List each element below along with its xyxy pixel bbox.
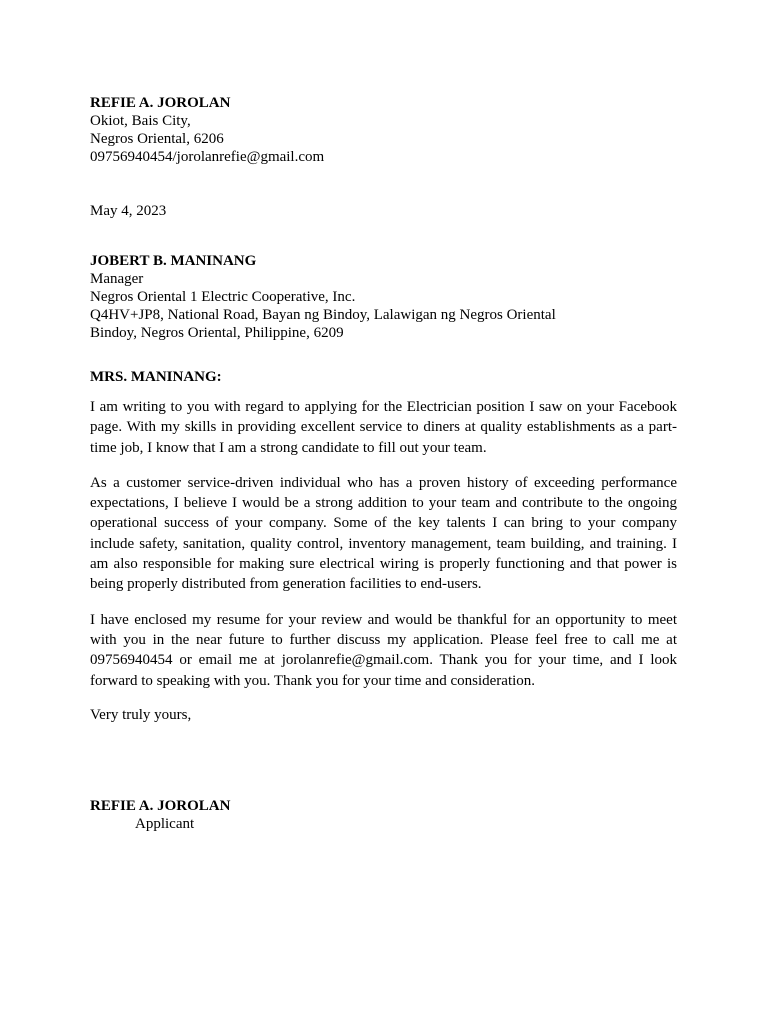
recipient-block	[90, 252, 677, 342]
sender-contact: 09756940454/jorolanrefie@gmail.com	[90, 149, 325, 165]
body-paragraph-3: I have enclosed my resume for your review and would be thankful for an opportunity to meet with you in the near future to further discuss my application. Please feel free to call me at 09756940454 or email me at jorolanrefie@gmail.com. Thank you for your time, and I look forward to speaking with you. Thank you for your time and consideration.	[90, 611, 677, 689]
sender-address-line1: Okiot, Bais City,	[90, 113, 191, 129]
signature-block	[90, 797, 230, 833]
recipient-address-line1: Q4HV+JP8, National Road, Bayan ng Bindoy, Lalawigan ng Negros Oriental	[90, 307, 556, 323]
sender-name: REFIE A. JOROLAN	[90, 95, 231, 111]
letter-page	[90, 94, 677, 832]
recipient-title: Manager	[90, 271, 144, 287]
letter-date	[90, 202, 677, 220]
signature-title: Applicant	[135, 816, 195, 832]
sender-address-line2: Negros Oriental, 6206	[90, 131, 224, 147]
salutation-text: MRS. MANINANG:	[90, 369, 222, 385]
recipient-name: JOBERT B. MANINANG	[90, 253, 257, 269]
body-paragraph-1: I am writing to you with regard to applying for the Electrician position I saw on your Facebook page. With my skills in providing excellent service to diners at quality establishments as a part-time job, I know that I am a strong candidate to fill out your team.	[90, 399, 677, 456]
recipient-organization: Negros Oriental 1 Electric Cooperative, Inc.	[90, 289, 356, 305]
recipient-address-line2: Bindoy, Negros Oriental, Philippine, 6209	[90, 325, 344, 341]
salutation	[90, 368, 677, 386]
signature-name: REFIE A. JOROLAN	[90, 798, 231, 814]
closing	[90, 706, 677, 724]
sender-block	[90, 94, 677, 166]
body-paragraph-2: As a customer service-driven individual who has a proven history of exceeding performance expectations, I believe I would be a strong addition to your team and contribute to the ongoing operational success of your company. Some of the key talents I can bring to your company include safety, sanitation, quality control, inventory management, team building, and training. I am also responsible for making sure electrical wiring is properly functioning and that power is being properly distributed from generation facilities to end-users.	[90, 474, 677, 593]
closing-text: Very truly yours,	[90, 706, 192, 723]
date-text: May 4, 2023	[90, 203, 167, 219]
